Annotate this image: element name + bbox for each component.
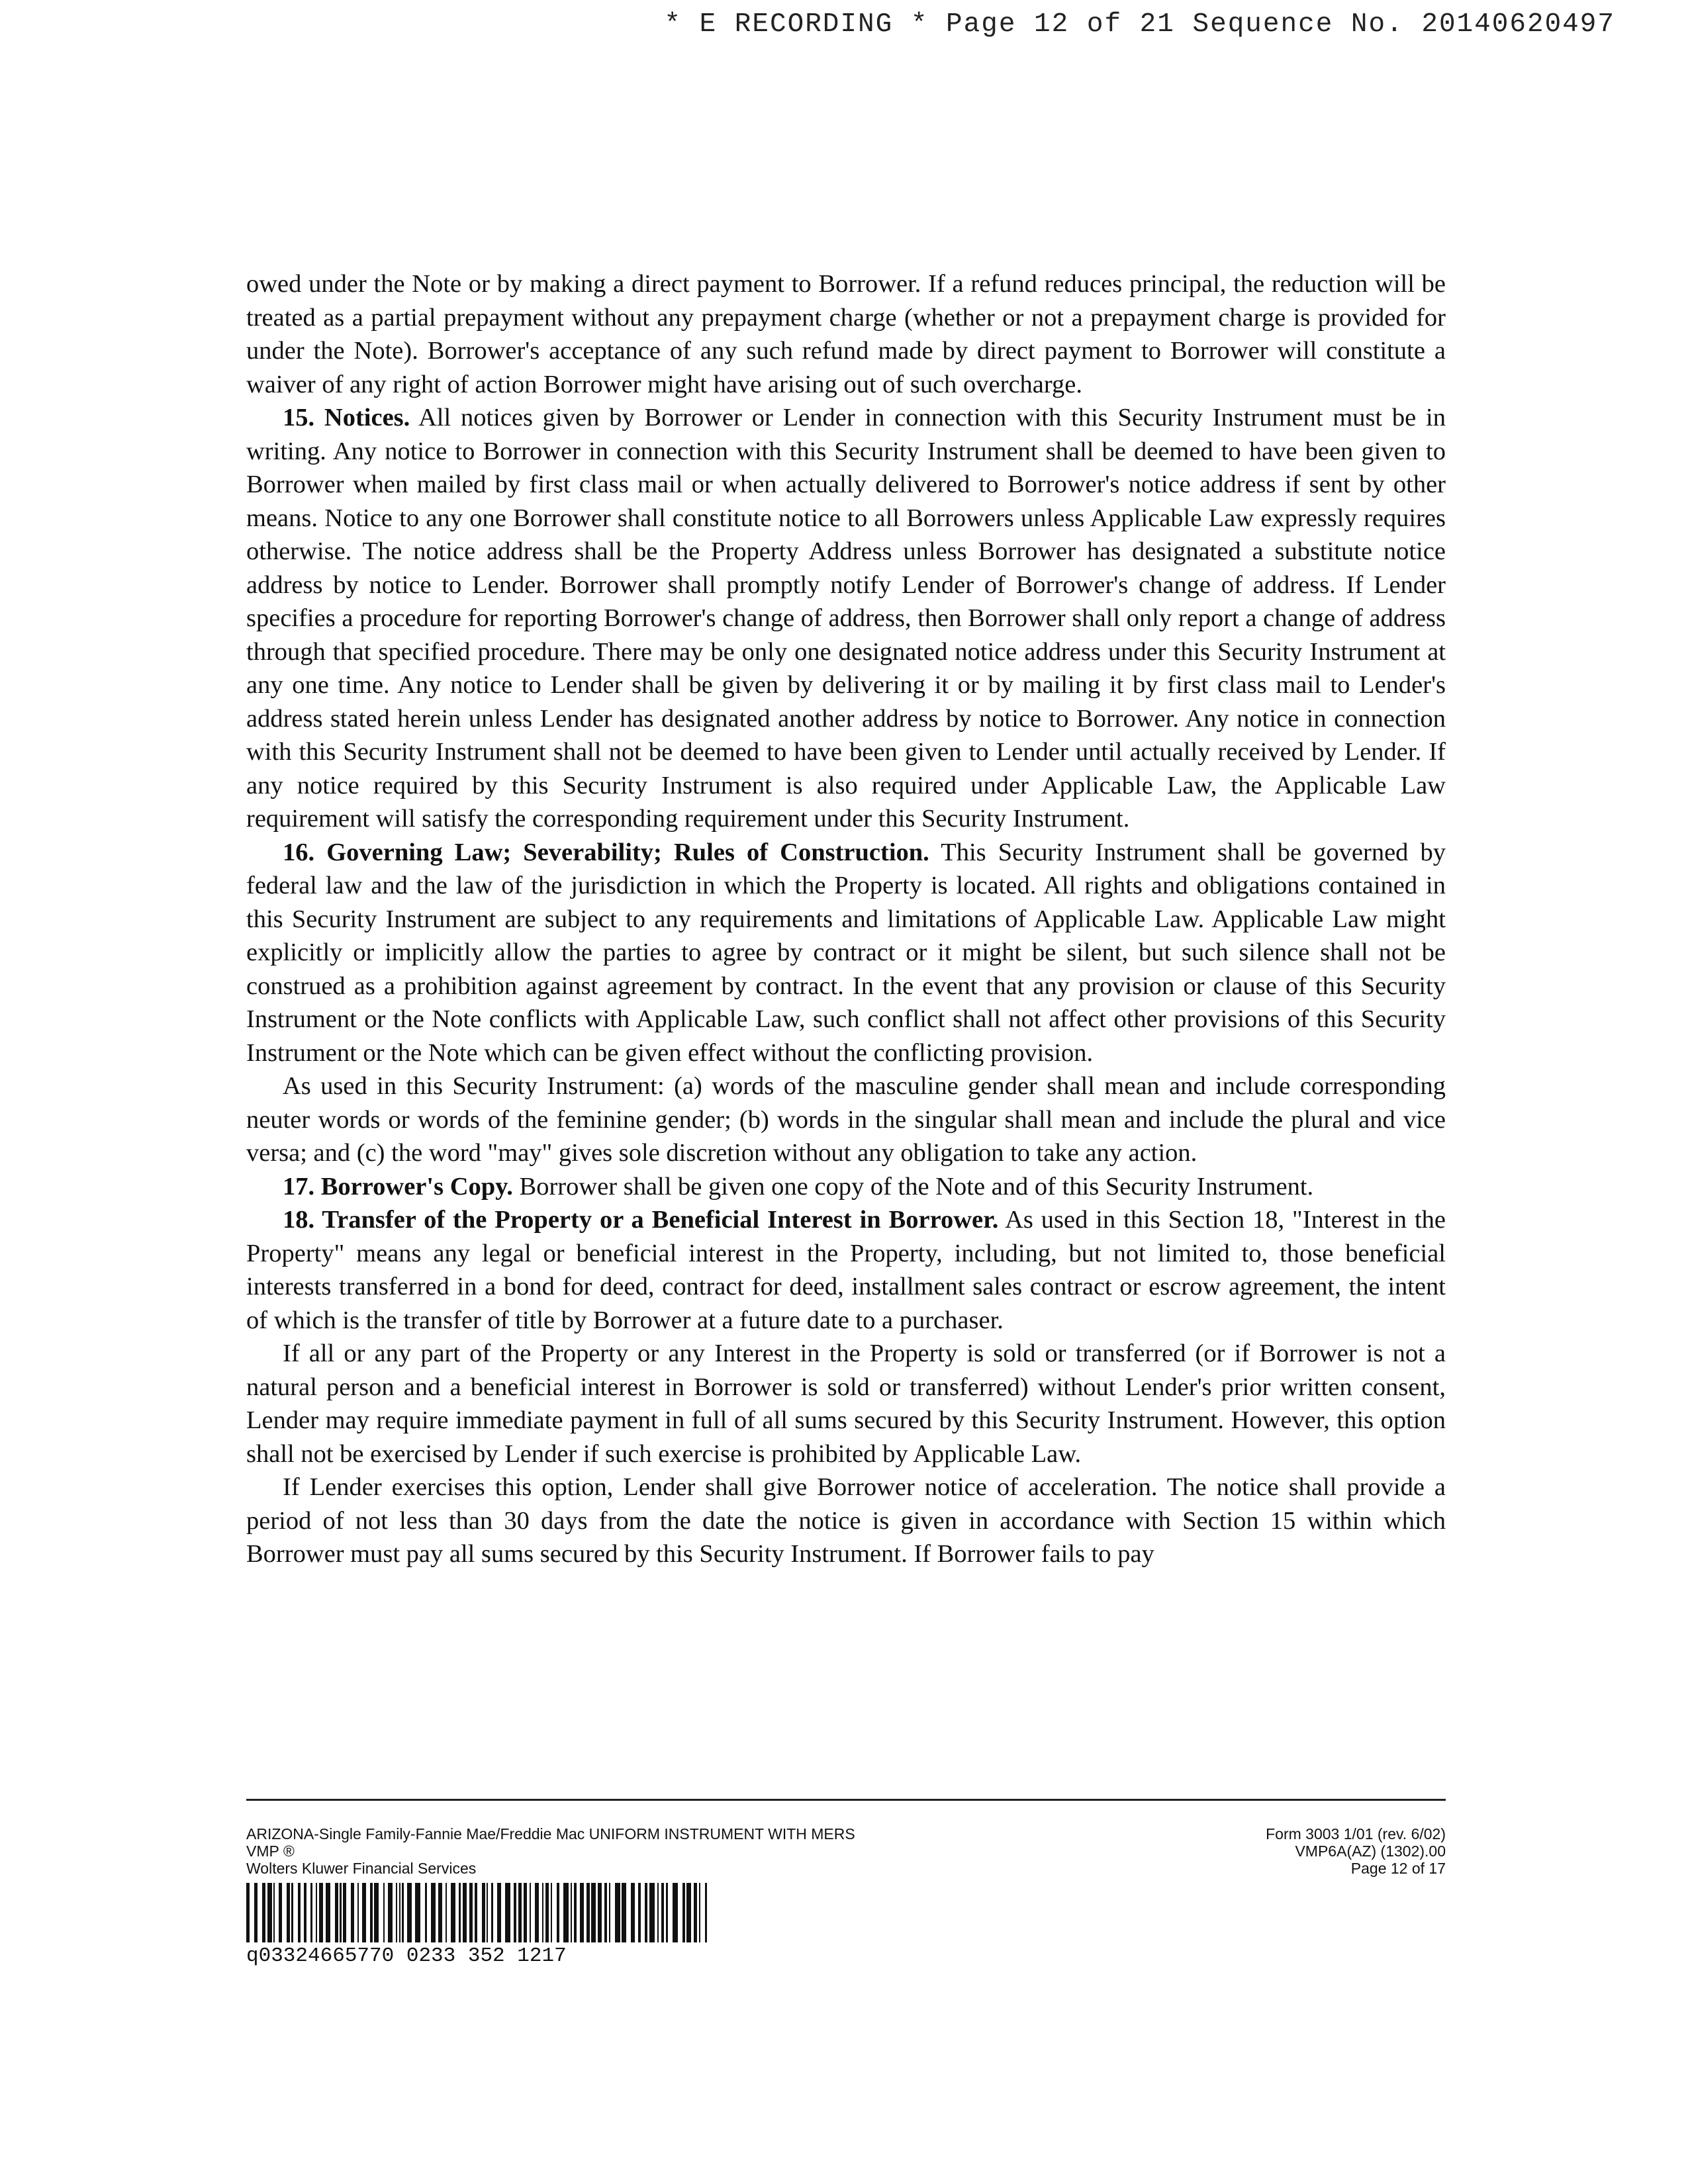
section-18 [246,1203,1446,1337]
barcode-bar [530,1883,531,1942]
barcode-bar [415,1883,420,1942]
barcode-bar [497,1883,501,1942]
barcode-bar [557,1883,559,1942]
barcode-bar [298,1883,301,1942]
barcode-bar [694,1883,697,1942]
barcode-bar [705,1883,707,1942]
barcode-bar [316,1883,317,1942]
barcode-bar [319,1883,323,1942]
barcode-bar [304,1883,306,1942]
barcode-bar [661,1883,664,1942]
barcode-bar [487,1883,488,1942]
paragraph-continuation: owed under the Note or by making a direct payment to Borrower. If a refund reduces principal, the reduction will be treated as a partial prepayment without any prepayment charge (whether or not a prepayment charge is provided for under the Note). Borrower's acceptance of any such refund made by direct payment to Borrower will constitute a waiver of any right of action Borrower might have arising out of such overcharge. [246,270,1446,398]
barcode-bar [370,1883,373,1942]
barcode-bar [591,1883,596,1942]
barcode-bar [574,1883,577,1942]
barcode-bar [551,1883,552,1942]
section-17-heading: 17. Borrower's Copy. [283,1172,513,1201]
barcode-bar [340,1883,342,1942]
vmp-label: VMP ® [246,1843,295,1860]
section-18-heading: 18. Transfer of the Property or a Beneficial Interest in Borrower. [283,1206,999,1234]
barcode-bar [563,1883,569,1942]
barcode-bar [459,1883,461,1942]
publisher: Wolters Kluwer Financial Services [246,1860,477,1877]
footer-right [1049,1825,1446,1877]
barcode-bar [343,1883,346,1942]
barcode [246,1883,715,1942]
barcode-bar [535,1883,539,1942]
barcode-bar [604,1883,607,1942]
barcode-bar [598,1883,602,1942]
barcode-bar [524,1883,527,1942]
section-17-text: Borrower shall be given one copy of the Note and of this Security Instrument. [512,1172,1314,1201]
barcode-bar [475,1883,477,1942]
section-15-text: All notices given by Borrower or Lender in connection with this Security Instrument must be in writing. Any notice to Borrower in connection with this Security Instrument shall be deemed to have been given to Borrower when mailed by first class mail or when actually delivered to Borrower's notice address if sent by other means. Notice to any one Borrower shall constitute notice to all Borrowers unless Applicable Law expressly requires otherwise. The notice address shall be the Property Address unless Borrower has designated a substitute notice address by notice to Lender. Borrower shall promptly notify Lender of Borrower's change of address. If Lender specifies a procedure for reporting Borrower's change of address, then Borrower shall only report a change of address through that specified procedure. There may be only one designated notice address under this Security Instrument at any one time. Any notice to Lender shall be given by delivering it or by mailing it by first class mail to Lender's address stated herein unless Lender has designated another address by notice to Borrower. Any notice in connection with this Security Instrument shall not be deemed to have been given to Lender until actually received by Lender. If any notice required by this Security Instrument is also required under Applicable Law, the Applicable Law requirement will satisfy the corresponding requirement under this Security Instrument. [246,404,1446,833]
recording-header: * E RECORDING * Page 12 of 21 Sequence No. 20140620497 [664,9,1615,40]
barcode-bar [469,1883,473,1942]
barcode-bar [287,1883,290,1942]
barcode-bar [438,1883,442,1942]
barcode-bar [357,1883,359,1942]
barcode-bar [699,1883,700,1942]
barcode-bar [291,1883,293,1942]
barcode-bar [514,1883,516,1942]
page-number: Page 12 of 17 [1350,1860,1446,1877]
section-17 [246,1170,1446,1204]
barcode-bar [279,1883,282,1942]
barcode-bar [326,1883,330,1942]
section-15-heading: 15. Notices. [283,404,410,432]
barcode-bar [396,1883,397,1942]
barcode-bar [262,1883,265,1942]
barcode-bar [673,1883,678,1942]
section-18-text: As used in this Section 18, "Interest in the Property" means any legal or beneficial interest in the Property, including, but not limited to, those beneficial interests transferred in a bond for deed, contract for deed, installment sales contract or escrow agreement, the intent of which is the transfer of title by Borrower at a future date to a purchaser. [246,1206,1446,1334]
barcode-bar [267,1883,272,1942]
form-number: Form 3003 1/01 (rev. 6/02) [1266,1825,1446,1843]
barcode-bar [545,1883,549,1942]
barcode-bar [407,1883,412,1942]
barcode-bar [586,1883,590,1942]
barcode-bar [682,1883,685,1942]
barcode-bar [542,1883,543,1942]
barcode-bar [622,1883,626,1942]
barcode-bar [505,1883,510,1942]
barcode-bar [399,1883,400,1942]
barcode-bar [273,1883,275,1942]
barcode-bar [580,1883,584,1942]
barcode-bar [451,1883,455,1942]
vmp-code: VMP6A(AZ) (1302).00 [1295,1843,1446,1860]
form-title: ARIZONA-Single Family-Fannie Mae/Freddie Mac UNIFORM INSTRUMENT WITH MERS [246,1825,855,1843]
barcode-bar [445,1883,447,1942]
barcode-bar [388,1883,393,1942]
barcode-bar [631,1883,635,1942]
barcode-bar [431,1883,436,1942]
barcode-bar [374,1883,379,1942]
section-18-paragraph-3: If Lender exercises this option, Lender shall give Borrower notice of acceleration. The notice shall provide a period of not less than 30 days from the date the notice is given in accordance with Section 15 within which Borrower must pay all sums secured by this Security Instrument. If Borrower fails to pay [246,1473,1446,1568]
barcode-bar [666,1883,668,1942]
barcode-bar [615,1883,620,1942]
barcode-bar [686,1883,691,1942]
barcode-bar [362,1883,366,1942]
barcode-bar [402,1883,404,1942]
section-15 [246,401,1446,836]
barcode-bar [609,1883,610,1942]
barcode-bar [335,1883,338,1942]
barcode-bar [482,1883,485,1942]
barcode-bar [645,1883,647,1942]
barcode-bar [246,1883,250,1942]
barcode-bar [383,1883,385,1942]
barcode-bar [518,1883,522,1942]
section-18-paragraph-2: If all or any part of the Property or any Interest in the Property is sold or transferred (or if Borrower is not a natural person and a beneficial interest in Borrower is sold or transferred) without Lender's prior written consent, Lender may require immediate payment in full of all sums secured by this Security Instrument. However, this option shall not be exercised by Lender if such exercise is prohibited by Applicable Law. [246,1340,1446,1468]
barcode-bar [463,1883,467,1942]
footer-divider [246,1799,1446,1801]
barcode-bar [571,1883,572,1942]
section-16-heading: 16. Governing Law; Severability; Rules of Construction. [283,838,929,866]
barcode-bar [310,1883,312,1942]
barcode-bar [491,1883,493,1942]
document-body [246,267,1446,1571]
barcode-bar [254,1883,258,1942]
barcode-number: q03324665770 0233 352 1217 [246,1944,567,1968]
barcode-bar [657,1883,659,1942]
section-16-text: This Security Instrument shall be governed by federal law and the law of the jurisdiction in which the Property is located. All rights and obligations contained in this Security Instrument are subject to any requirements and limitations of Applicable Law. Applicable Law might explicitly or implicitly allow the parties to agree by contract or it might be silent, but such silence shall not be construed as a prohibition against agreement by contract. In the event that any provision or clause of this Security Instrument or the Note conflicts with Applicable Law, such conflict shall not affect other provisions of this Security Instrument or the Note which can be given effect without the conflicting provision. [246,838,1446,1067]
section-16-paragraph-2: As used in this Security Instrument: (a) words of the masculine gender shall mean and include corresponding neuter words or words of the feminine gender; (b) words in the singular shall mean and include the plural and vice versa; and (c) the word "may" gives sole discretion without any obligation to take any action. [246,1072,1446,1167]
barcode-bar [351,1883,354,1942]
footer-left [246,1825,974,1877]
barcode-bar [425,1883,427,1942]
barcode-bar [649,1883,655,1942]
barcode-bar [638,1883,641,1942]
section-16 [246,836,1446,1070]
